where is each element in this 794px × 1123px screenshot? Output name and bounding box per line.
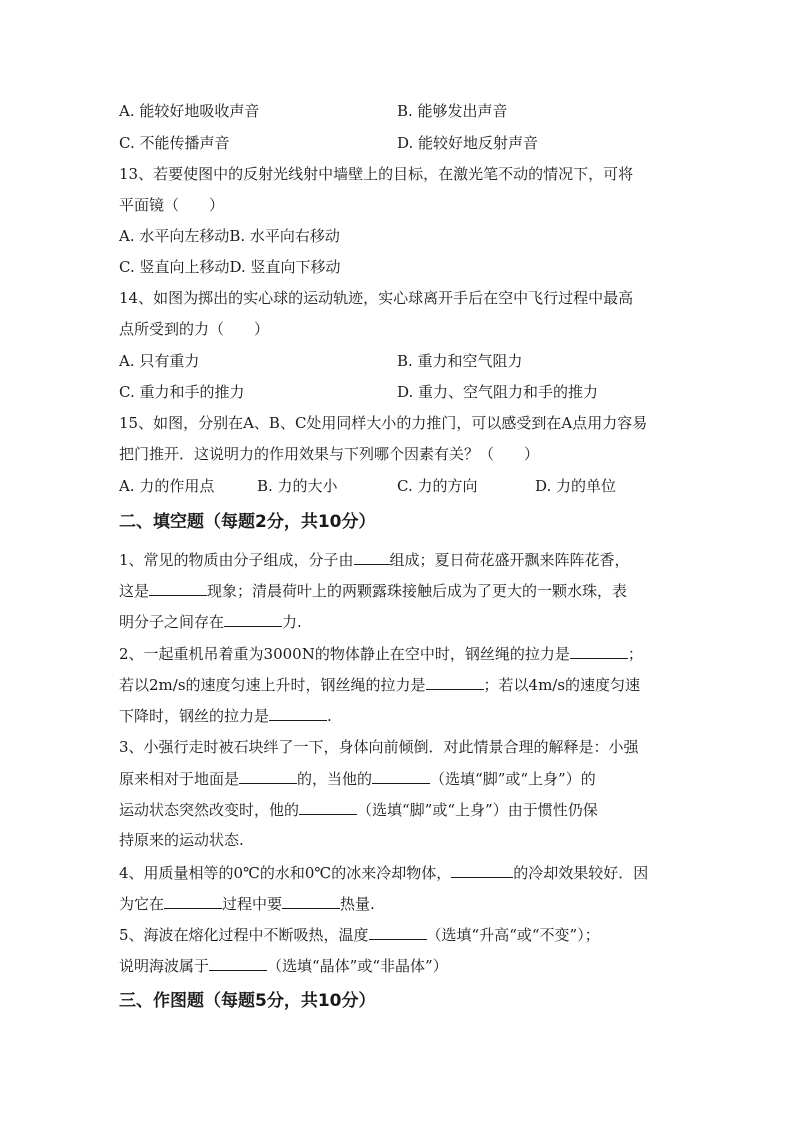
fill3-line1: 3、小强行走时被石块绊了一下，身体向前倾倒．对此情景合理的解释是：小强 [119, 738, 639, 756]
fill4-blank-3[interactable] [282, 893, 340, 909]
fill4-text-e: 热量. [340, 895, 375, 913]
fill4-line1 [119, 862, 648, 883]
fill3-line2 [119, 768, 596, 789]
fill2-blank-2[interactable] [426, 674, 484, 690]
fill4-text-a: 4、用质量相等的0℃的水和0℃的冰来冷却物体， [119, 864, 452, 882]
fill5-line2 [119, 955, 448, 976]
fill1-text-f: 力. [282, 613, 302, 631]
fill1-line1 [119, 549, 630, 570]
fill3-blank-3[interactable] [299, 799, 357, 815]
fill3-text-a: 原来相对于地面是 [119, 770, 240, 788]
fill4-line2 [119, 893, 375, 914]
section-2-heading: 二、填空题（每题2分，共10分） [119, 512, 376, 532]
fill5-text-c: 说明海波属于 [119, 957, 210, 975]
fill2-text-b: ； [627, 645, 643, 663]
q14-option-a: A. 只有重力 [119, 352, 200, 370]
fill2-text-c: 若以2m/s的速度匀速上升时，钢丝绳的拉力是 [119, 676, 426, 694]
q14-option-b: B. 重力和空气阻力 [397, 352, 523, 370]
fill2-text-f: . [327, 707, 332, 725]
q13-stem-line2: 平面镜（ ） [119, 196, 225, 214]
fill2-text-a: 2、一起重机吊着重为3000N的物体静止在空中时，钢丝绳的拉力是 [119, 645, 570, 663]
q14-stem-line2: 点所受到的力（ ） [119, 320, 270, 338]
fill5-blank-2[interactable] [209, 955, 267, 971]
fill4-text-c: 为它在 [119, 895, 165, 913]
q15-stem-line2: 把门推开．这说明力的作用效果与下列哪个因素有关？（ ） [119, 445, 540, 463]
q14-stem-line1: 14、如图为掷出的实心球的运动轨迹，实心球离开手后在空中飞行过程中最高 [119, 289, 634, 307]
fill1-line2 [119, 580, 627, 601]
fill2-line1 [119, 643, 643, 664]
fill3-text-b: 的，当他的 [297, 770, 373, 788]
fill2-line2 [119, 674, 640, 695]
q13-options-line1: A. 水平向左移动B. 水平向右移动 [119, 227, 340, 245]
fill5-blank-1[interactable] [369, 924, 427, 940]
q13-options-line2: C. 竖直向上移动D. 竖直向下移动 [119, 258, 341, 276]
q12-option-b: B. 能够发出声音 [397, 102, 508, 120]
fill3-text-d: 运动状态突然改变时，他的 [119, 801, 300, 819]
fill1-blank-1[interactable] [354, 549, 390, 565]
fill3-line3 [119, 799, 598, 820]
q15-option-c: C. 力的方向 [397, 477, 478, 495]
q14-option-d: D. 重力、空气阻力和手的推力 [397, 383, 599, 401]
fill1-text-e: 明分子之间存在 [119, 613, 225, 631]
fill1-text-b: 组成；夏日荷花盛开飘来阵阵花香， [389, 551, 630, 569]
q15-stem-line1: 15、如图，分别在A、B、C处用同样大小的力推门，可以感受到在A点用力容易 [119, 414, 648, 432]
q12-option-c: C. 不能传播声音 [119, 134, 230, 152]
fill4-text-b: 的冷却效果较好．因 [513, 864, 649, 882]
fill3-line4: 持原来的运动状态. [119, 831, 244, 849]
fill1-text-c: 这是 [119, 582, 150, 600]
q13-stem-line1: 13、若要使图中的反射光线射中墙壁上的目标，在激光笔不动的情况下，可将 [119, 165, 634, 183]
fill4-blank-2[interactable] [164, 893, 222, 909]
fill1-blank-3[interactable] [224, 611, 282, 627]
fill1-text-a: 1、常见的物质由分子组成，分子由 [119, 551, 354, 569]
section-3-heading: 三、作图题（每题5分，共10分） [119, 991, 376, 1011]
fill2-blank-3[interactable] [269, 705, 327, 721]
q15-option-d: D. 力的单位 [535, 477, 617, 495]
fill3-text-e: （选填“脚”或“上身”）由于惯性仍保 [357, 801, 598, 819]
fill2-text-e: 下降时，钢丝的拉力是 [119, 707, 270, 725]
fill1-line3 [119, 611, 302, 632]
fill5-text-d: （选填“晶体”或“非晶体”） [267, 957, 448, 975]
fill2-text-d: ；若以4m/s的速度匀速 [483, 676, 641, 694]
fill4-blank-1[interactable] [451, 862, 513, 878]
q14-option-c: C. 重力和手的推力 [119, 383, 245, 401]
q15-option-b: B. 力的大小 [257, 477, 338, 495]
q15-option-a: A. 力的作用点 [119, 477, 215, 495]
fill3-blank-1[interactable] [239, 768, 297, 784]
fill3-text-c: （选填“脚”或“上身”）的 [430, 770, 596, 788]
fill2-line3 [119, 705, 332, 726]
fill5-text-b: （选填“升高“或“不变”）； [426, 926, 600, 944]
q12-option-a: A. 能较好地吸收声音 [119, 102, 260, 120]
fill2-blank-1[interactable] [570, 643, 628, 659]
fill3-blank-2[interactable] [372, 768, 430, 784]
fill1-blank-2[interactable] [149, 580, 207, 596]
q12-option-d: D. 能较好地反射声音 [397, 134, 539, 152]
fill4-text-d: 过程中要 [222, 895, 283, 913]
fill5-line1 [119, 924, 600, 945]
fill1-text-d: 现象；清晨荷叶上的两颗露珠接触后成为了更大的一颗水珠，表 [207, 582, 628, 600]
fill5-text-a: 5、海波在熔化过程中不断吸热，温度 [119, 926, 369, 944]
